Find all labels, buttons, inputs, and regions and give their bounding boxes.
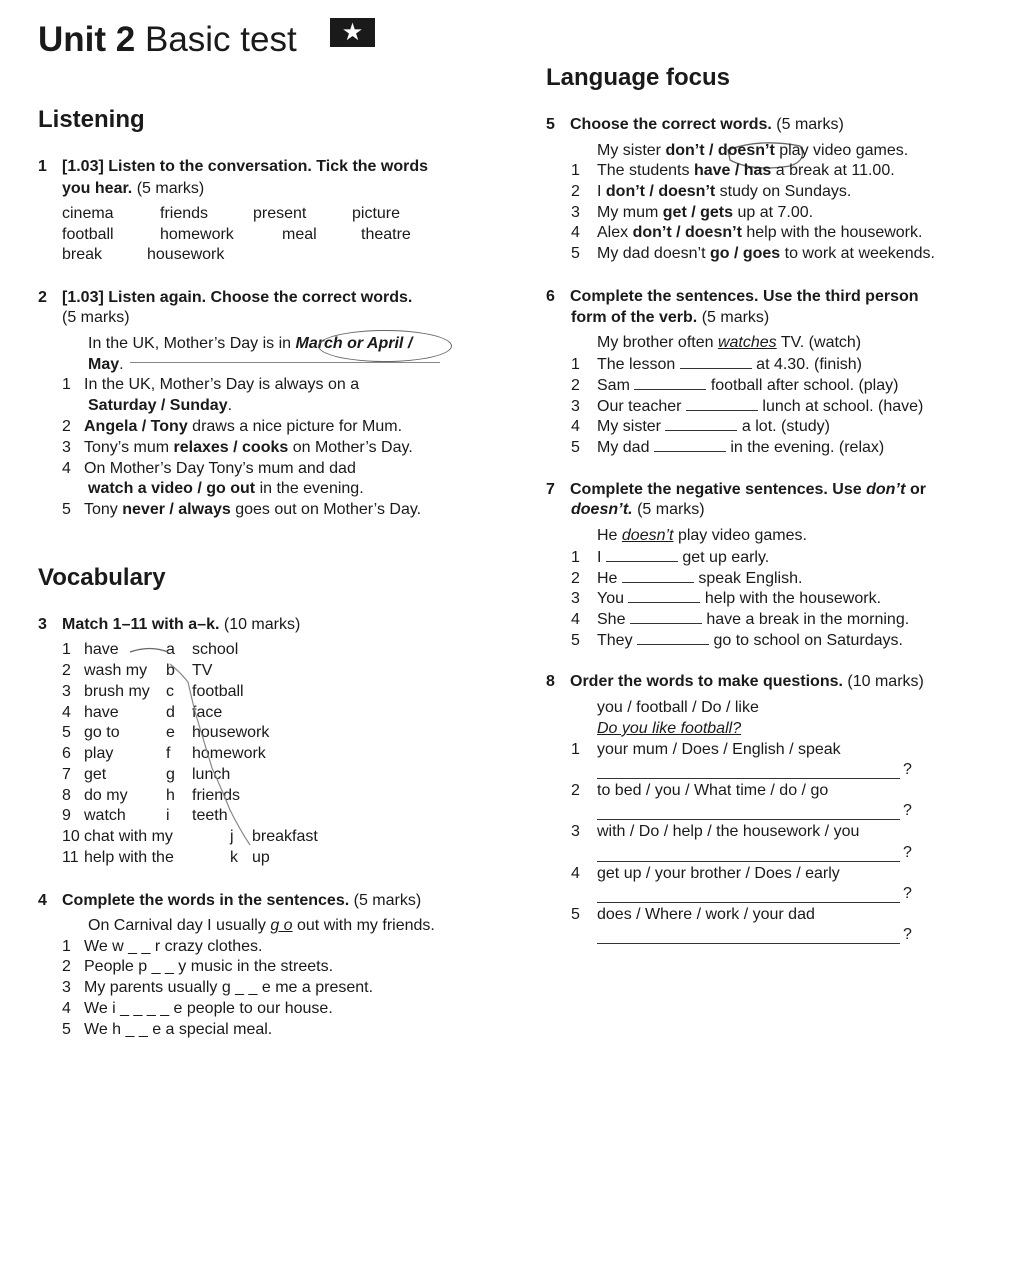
q4-item[interactable]: 5 We h _ _ e a special meal. [62,1021,273,1038]
answer-blank [654,437,726,452]
match-left-item[interactable]: 3 brush my [62,683,150,700]
q7-number: 7 [546,481,555,498]
q1-number: 1 [38,158,47,175]
question-mark: ? [903,885,912,902]
answer-blank [622,568,694,583]
match-right-item[interactable]: d face [166,704,223,721]
q2-item[interactable]: 5 Tony never / always goes out on Mother’s Day. [62,501,422,518]
q8-item: 2 to bed / you / What time / do / go [571,782,829,799]
q6-item[interactable]: 5 My dad in the evening. (relax) [571,439,885,456]
section-vocabulary: Vocabulary [38,564,166,591]
q3-number: 3 [38,616,47,633]
q2-title: [1.03] Listen again. Choose the correct words. [62,289,413,306]
q2-item[interactable]: 2 Angela / Tony draws a nice picture for Mum. [62,418,403,435]
q6-example: My brother often watches TV. (watch) [597,334,862,351]
q6-heading [546,287,919,307]
q2-item-cont[interactable]: watch a video / go out in the evening. [88,480,364,497]
match-left-item[interactable]: 10 chat with my [62,828,173,845]
q8-example-answer: Do you like football? [597,720,742,737]
q6-item[interactable]: 2 Sam football after school. (play) [571,377,899,394]
match-line [130,649,168,653]
match-right-item[interactable]: g lunch [166,766,231,783]
q4-item[interactable]: 4 We i _ _ _ _ e people to our house. [62,1000,333,1017]
q7-item[interactable]: 3 You help with the housework. [571,590,882,607]
q4-item[interactable]: 2 People p _ _ y music in the streets. [62,958,334,975]
q6-item[interactable]: 1 The lesson at 4.30. (finish) [571,356,862,373]
q5-item[interactable]: 4 Alex don’t / doesn’t help with the housework. [571,224,923,241]
q4-example: On Carnival day I usually g o out with my friends. [88,917,435,934]
q4-title: Complete the words in the sentences. [62,892,350,909]
match-left-item[interactable]: 2 wash my [62,662,148,679]
q8-item: 1 your mum / Does / English / speak [571,741,841,758]
q2-item[interactable]: 3 Tony’s mum relaxes / cooks on Mother’s Day. [62,439,413,456]
word-option[interactable]: housework [147,246,225,263]
match-left-item[interactable]: 11 help with the [62,849,174,866]
q6-title: Complete the sentences. Use the third person [570,288,919,305]
q1-title: [1.03] Listen to the conversation. Tick the words [62,158,429,175]
q7-example: He doesn’t play video games. [597,527,807,544]
answer-blank [630,609,702,624]
question-mark: ? [903,844,912,861]
match-right-item[interactable]: f homework [166,745,266,762]
answer-blank [628,588,700,603]
q8-heading [546,672,924,692]
word-option[interactable]: homework [160,226,234,243]
match-left-item[interactable]: 9 watch [62,807,126,824]
q4-marks: (5 marks) [353,892,422,909]
answer-blank [680,354,752,369]
q5-item[interactable]: 5 My dad doesn’t go / goes to work at weekends. [571,245,935,262]
q7-heading-line2: doesn’t. (5 marks) [571,501,705,518]
q8-marks: (10 marks) [847,673,924,690]
question-mark: ? [903,926,912,943]
q1-title2: you hear. [62,180,133,197]
q2-example-choice2: May [88,356,120,373]
q5-example: My sister don’t / doesn’t play video games. [597,142,909,159]
q8-example-words: you / football / Do / like [597,699,759,716]
q8-title: Order the words to make questions. [570,673,843,690]
q7-item[interactable]: 5 They go to school on Saturdays. [571,632,903,649]
q8-item: 3 with / Do / help / the housework / you [571,823,860,840]
answer-blank [637,630,709,645]
section-listening: Listening [38,106,145,133]
word-option[interactable]: present [253,205,307,222]
word-option[interactable]: football [62,226,114,243]
match-line [170,664,250,845]
match-left-item[interactable]: 5 go to [62,724,120,741]
match-left-item[interactable]: 7 get [62,766,107,783]
q1-marks: (5 marks) [136,180,205,197]
word-option[interactable]: cinema [62,205,114,222]
q8-number: 8 [546,673,555,690]
answer-blank [634,375,706,390]
q5-number: 5 [546,116,555,133]
q5-item[interactable]: 2 I don’t / doesn’t study on Sundays. [571,183,852,200]
q4-item[interactable]: 1 We w _ _ r crazy clothes. [62,938,263,955]
match-right-item[interactable]: b TV [166,662,213,679]
q7-item[interactable]: 1 I get up early. [571,549,770,566]
word-option[interactable]: picture [352,205,401,222]
title-text: Basic test [144,20,297,59]
match-left-item[interactable]: 4 have [62,704,119,721]
answer-line[interactable] [597,778,900,779]
q5-item[interactable]: 1 The students have / has a break at 11.00. [571,162,895,179]
answer-blank [606,547,678,562]
q7-item[interactable]: 2 He speak English. [571,570,803,587]
word-option[interactable]: meal [282,226,317,243]
match-left-item[interactable]: 8 do my [62,787,128,804]
match-right-item[interactable]: e housework [166,724,270,741]
q6-heading-line2: form of the verb. (5 marks) [571,309,770,326]
match-left-item[interactable]: 6 play [62,745,114,762]
q2-example-text: In the UK, Mother’s Day is in [88,335,296,352]
question-mark: ? [903,802,912,819]
section-language-focus: Language focus [546,64,731,91]
word-option[interactable]: break [62,246,103,263]
q5-title: Choose the correct words. [570,116,772,133]
match-right-item[interactable]: k up [230,849,270,866]
q3-title: Match 1–11 with a–k. [62,616,220,633]
unit-label: Unit 2 [38,20,136,59]
match-right-item[interactable]: h friends [166,787,241,804]
q2-item: 1 In the UK, Mother’s Day is always on a [62,376,360,393]
answer-line[interactable] [597,943,900,944]
q2-example-choice: March or April / [295,335,413,352]
q7-item[interactable]: 4 She have a break in the morning. [571,611,910,628]
q6-number: 6 [546,288,555,305]
word-option[interactable]: friends [160,205,209,222]
q6-item[interactable]: 3 Our teacher lunch at school. (have) [571,398,924,415]
q5-marks: (5 marks) [776,116,844,133]
q8-item: 5 does / Where / work / your dad [571,906,815,923]
question-mark: ? [903,761,912,778]
answer-line[interactable] [597,902,900,903]
q7-heading: 7 Complete the negative sentences. Use don’t or [546,481,926,498]
match-right-item[interactable]: i teeth [166,807,228,824]
answer-blank [686,396,758,411]
q5-heading [546,115,844,135]
answer-blank [665,416,737,431]
q6-item[interactable]: 4 My sister a lot. (study) [571,418,830,435]
q8-item: 4 get up / your brother / Does / early [571,865,840,882]
star-icon: ★ [330,18,375,47]
answer-line[interactable] [597,819,900,820]
match-right-item[interactable]: j breakfast [230,828,318,845]
q2-number: 2 [38,289,47,306]
q2-item: 4 On Mother’s Day Tony’s mum and dad [62,460,356,477]
q2-example-end: . [119,356,124,373]
q4-heading [38,891,421,911]
q4-number: 4 [38,892,47,909]
q3-marks: (10 marks) [223,616,301,633]
word-option[interactable]: theatre [361,226,411,243]
match-left-item[interactable]: 1 have [62,641,119,658]
match-right-item[interactable]: a school [166,641,239,658]
q2-marks: (5 marks) [62,309,130,326]
answer-line[interactable] [597,861,900,862]
match-right-item[interactable]: c football [166,683,244,700]
q4-item[interactable]: 3 My parents usually g _ _ e me a present. [62,979,374,996]
q2-item-cont[interactable]: Saturday / Sunday. [88,397,233,414]
q5-item[interactable]: 3 My mum get / gets up at 7.00. [571,204,814,221]
